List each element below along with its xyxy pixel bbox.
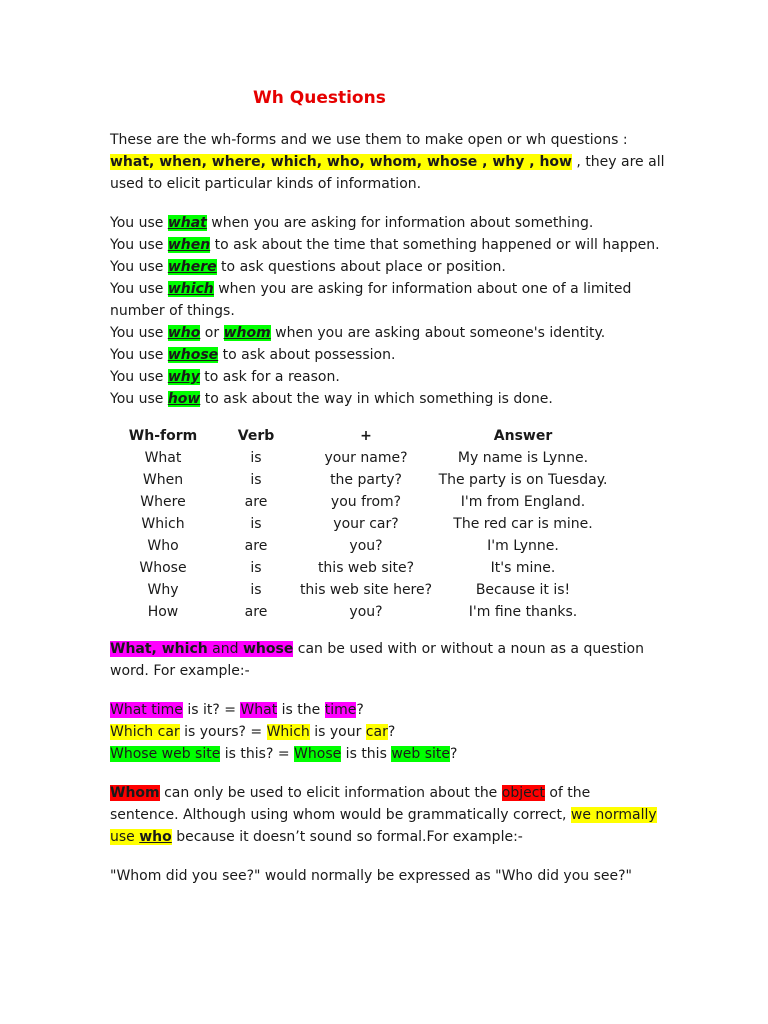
whose-word: whose xyxy=(242,641,294,657)
whom-note-line-1 xyxy=(110,782,670,804)
use-text: when you are asking for information about one of a limited xyxy=(213,281,632,297)
ex-noun: car xyxy=(365,724,388,740)
use-line xyxy=(110,212,670,234)
wh-word: how xyxy=(167,391,201,407)
wh-word: who xyxy=(167,325,201,341)
table-cell: are xyxy=(244,538,268,554)
noun-note-line-1 xyxy=(110,638,670,660)
table-cell: I'm Lynne. xyxy=(487,538,559,554)
table-row xyxy=(110,579,610,601)
table-cell: The red car is mine. xyxy=(453,516,593,532)
use-line xyxy=(110,278,670,300)
table-cell: this web site here? xyxy=(299,582,433,598)
table-cell: is xyxy=(250,582,262,598)
document-body xyxy=(110,129,670,887)
we-normally: we normally xyxy=(570,807,657,823)
use-text: to ask about the way in which something is done. xyxy=(200,391,553,407)
table-cell: the party? xyxy=(330,472,402,488)
table-body xyxy=(110,447,610,623)
use-text: to ask questions about place or position. xyxy=(216,259,506,275)
use-text: You use xyxy=(110,325,168,341)
wh-word: where xyxy=(167,259,217,275)
table-cell: Whose xyxy=(139,560,187,576)
table-row xyxy=(110,491,610,513)
table-cell: you? xyxy=(349,538,383,554)
table-cell: you from? xyxy=(330,494,402,510)
ex-word: What xyxy=(240,702,278,718)
table-cell: are xyxy=(244,604,268,620)
noun-note-line-2: word. For example:- xyxy=(110,663,250,679)
table-cell: Who xyxy=(147,538,179,554)
table-cell: The party is on Tuesday. xyxy=(438,472,608,488)
ex-noun: time xyxy=(324,702,357,718)
ex-word: Which xyxy=(266,724,310,740)
use-text: You use xyxy=(110,347,168,363)
col-header-answer: Answer xyxy=(493,428,553,444)
use-line xyxy=(110,234,670,256)
table-cell: your name? xyxy=(324,450,408,466)
ex-text: is the xyxy=(277,702,325,718)
ex-text: is this? = xyxy=(220,746,295,762)
table-cell: Which xyxy=(141,516,185,532)
table-cell: your car? xyxy=(333,516,399,532)
ex-mark: ? xyxy=(450,746,458,762)
wh-forms-list: what, when, where, which, who, whom, whose , why , how xyxy=(110,154,572,170)
use-text: when you are asking for information about something. xyxy=(206,215,594,231)
use-word: use xyxy=(110,829,140,845)
whom-text: of the xyxy=(544,785,591,801)
table-cell: How xyxy=(147,604,179,620)
table-row xyxy=(110,601,610,623)
use-text: You use xyxy=(110,237,168,253)
wh-word: which xyxy=(167,281,214,297)
use-text: to ask about possession. xyxy=(218,347,396,363)
table-cell: What xyxy=(144,450,182,466)
intro-line-3: used to elicit particular kinds of information. xyxy=(110,176,422,192)
use-text: You use xyxy=(110,369,168,385)
ex-word: Whose xyxy=(294,746,342,762)
use-text: You use xyxy=(110,391,168,407)
intro-line-2 xyxy=(110,151,670,173)
table-header-row xyxy=(110,425,610,447)
col-header-verb: Verb xyxy=(237,428,275,444)
ex-mark: ? xyxy=(356,702,364,718)
and-word: and xyxy=(207,641,243,657)
table-cell: It's mine. xyxy=(490,560,556,576)
use-line xyxy=(110,300,670,322)
final-example: "Whom did you see?" would normally be expressed as "Who did you see?" xyxy=(110,868,632,884)
table-cell: is xyxy=(250,472,262,488)
table-cell: When xyxy=(142,472,184,488)
wh-word: whose xyxy=(167,347,219,363)
table-row xyxy=(110,447,610,469)
table-cell: I'm from England. xyxy=(460,494,586,510)
whom-text: because it doesn’t sound so formal.For example:- xyxy=(171,829,523,845)
table-row xyxy=(110,469,610,491)
uses-list xyxy=(110,212,670,410)
table-cell: Why xyxy=(147,582,179,598)
use-text: to ask about the time that something happened or will happen. xyxy=(210,237,660,253)
who-word: who xyxy=(139,829,172,845)
table-row xyxy=(110,557,610,579)
table-cell: is xyxy=(250,560,262,576)
use-text: You use xyxy=(110,281,168,297)
wh-word: what xyxy=(167,215,207,231)
page-title: Wh Questions xyxy=(253,88,386,108)
table-row xyxy=(110,513,610,535)
ex-text: is this xyxy=(341,746,392,762)
ex-text: is yours? = xyxy=(179,724,267,740)
table-cell: is xyxy=(250,516,262,532)
ex-text: is your xyxy=(309,724,366,740)
table-cell: Where xyxy=(140,494,186,510)
what-which: What, which xyxy=(110,641,208,657)
table-cell: I'm fine thanks. xyxy=(468,604,578,620)
example-whose xyxy=(110,743,670,765)
intro-text: These are the wh-forms and we use them to make open or wh questions : xyxy=(110,132,628,148)
wh-word: when xyxy=(167,237,211,253)
table-cell: Because it is! xyxy=(475,582,571,598)
col-header-wh-form: Wh-form xyxy=(128,428,198,444)
intro-line-1 xyxy=(110,129,670,151)
ex-phrase: Whose web site xyxy=(110,746,221,762)
whom-text: sentence. Although using whom would be grammatically correct, xyxy=(110,807,571,823)
use-line xyxy=(110,322,670,344)
table-cell: this web site? xyxy=(317,560,415,576)
use-text: number of things. xyxy=(110,303,235,319)
table-cell: are xyxy=(244,494,268,510)
wh-table xyxy=(110,425,610,623)
use-line xyxy=(110,388,670,410)
use-text: when you are asking about someone's identity. xyxy=(270,325,606,341)
example-which xyxy=(110,721,670,743)
use-text: You use xyxy=(110,215,168,231)
wh-word: whom xyxy=(223,325,271,341)
whom-word: Whom xyxy=(110,785,160,801)
ex-text: is it? = xyxy=(182,702,241,718)
use-line xyxy=(110,256,670,278)
noun-note-text: can be used with or without a noun as a question xyxy=(293,641,644,657)
table-cell: is xyxy=(250,450,262,466)
whom-note-line-3 xyxy=(110,826,670,848)
example-what xyxy=(110,699,670,721)
table-cell: My name is Lynne. xyxy=(457,450,589,466)
wh-word: why xyxy=(167,369,200,385)
table-row xyxy=(110,535,610,557)
ex-noun: web site xyxy=(391,746,451,762)
object-word: object xyxy=(501,785,545,801)
use-line xyxy=(110,366,670,388)
intro-text-cont: , they are all xyxy=(571,154,665,170)
use-line xyxy=(110,344,670,366)
ex-phrase: What time xyxy=(110,702,183,718)
ex-phrase: Which car xyxy=(110,724,180,740)
use-text: to ask for a reason. xyxy=(199,369,340,385)
use-text: You use xyxy=(110,259,168,275)
col-header-plus: + xyxy=(360,428,372,444)
whom-note-line-2 xyxy=(110,804,670,826)
ex-mark: ? xyxy=(387,724,396,740)
table-cell: you? xyxy=(349,604,383,620)
use-text: or xyxy=(200,325,224,341)
whom-text: can only be used to elicit information about the xyxy=(159,785,502,801)
